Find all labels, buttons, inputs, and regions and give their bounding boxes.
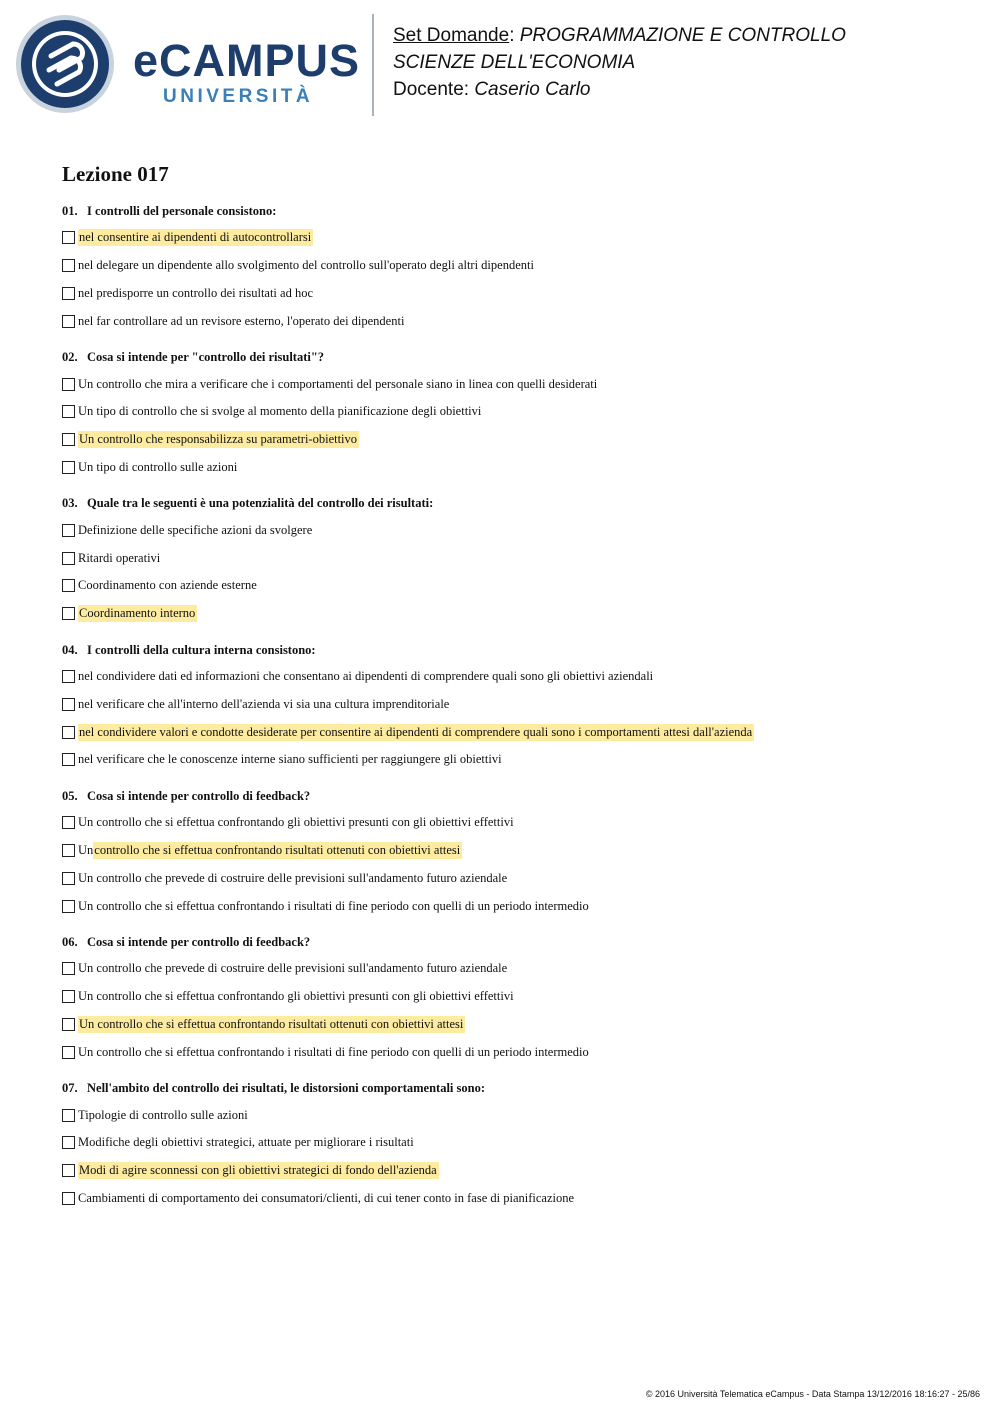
- answer-text-highlighted: nel condividere valori e condotte desiderate per consentire ai dipendenti di comprendere quali sono i comportamenti attesi dall'azienda: [79, 724, 753, 739]
- answer-text-highlighted: Un controllo che si effettua confrontando risultati ottenuti con obiettivi attesi: [79, 1016, 464, 1031]
- question-number: 01.: [62, 204, 78, 218]
- question-label: I controlli della cultura interna consistono:: [87, 642, 316, 657]
- answer-checkbox[interactable]: [62, 315, 75, 328]
- answer-text: nel verificare che le conoscenze interne siano sufficienti per raggiungere gli obiettivi: [78, 752, 502, 767]
- question-number: 06.: [62, 934, 78, 949]
- answer-text: Modifiche degli obiettivi strategici, attuate per migliorare i risultati: [78, 1135, 414, 1150]
- answer-text: Un controllo che mira a verificare che i comportamenti del personale siano in linea con quelli desiderati: [78, 376, 598, 391]
- answer-option[interactable]: [62, 398, 962, 426]
- question-list: [62, 202, 962, 1212]
- page-footer: © 2016 Università Telematica eCampus - Data Stampa 13/12/2016 18:16:27 - 25/86: [645, 1389, 980, 1399]
- answer-text-highlighted: controllo che si effettua confrontando risultati ottenuti con obiettivi attesi: [94, 842, 461, 857]
- answer-checkbox[interactable]: [62, 990, 75, 1003]
- question: [62, 494, 962, 627]
- answer-text: Un controllo che prevede di costruire delle previsioni sull'andamento futuro aziendale: [78, 870, 508, 885]
- answer-option[interactable]: [62, 983, 962, 1011]
- question-label: Cosa si intende per controllo di feedback?: [87, 788, 311, 803]
- question-number: 07.: [62, 1081, 78, 1096]
- answer-option[interactable]: [62, 955, 962, 983]
- answer-text: Un controllo che si effettua confrontando i risultati di fine periodo con quelli di un periodo intermedio: [78, 1044, 589, 1059]
- answer-checkbox[interactable]: [62, 1164, 75, 1177]
- answer-option[interactable]: [62, 663, 962, 691]
- answer-text: Un controllo che prevede di costruire delle previsioni sull'andamento futuro aziendale: [78, 961, 508, 976]
- answer-option[interactable]: [62, 1038, 962, 1066]
- answer-option[interactable]: [62, 837, 962, 865]
- answer-text-highlighted: Un controllo che responsabilizza su parametri-obiettivo: [79, 432, 358, 447]
- answer-checkbox[interactable]: [62, 433, 75, 446]
- header-divider: [372, 14, 374, 116]
- answer-option[interactable]: [62, 307, 962, 335]
- answer-option[interactable]: [62, 252, 962, 280]
- answer-text: nel delegare un dipendente allo svolgimento del controllo sull'operato degli altri dipendenti: [78, 258, 534, 273]
- answer-option[interactable]: [62, 746, 962, 774]
- question-number: 04.: [62, 642, 78, 657]
- answer-checkbox[interactable]: [62, 900, 75, 913]
- answer-text: nel predisporre un controllo dei risultati ad hoc: [78, 285, 314, 300]
- question: [62, 1079, 962, 1212]
- answer-checkbox[interactable]: [62, 698, 75, 711]
- answer-checkbox[interactable]: [62, 552, 75, 565]
- answer-text: Un controllo che si effettua confrontando gli obiettivi presunti con gli obiettivi effettivi: [78, 815, 514, 830]
- question-text: [62, 494, 962, 512]
- question-text: [62, 348, 962, 366]
- answer-checkbox[interactable]: [62, 753, 75, 766]
- question: [62, 348, 962, 481]
- answer-text: Definizione delle specifiche azioni da svolgere: [78, 522, 313, 537]
- question-label: Cosa si intende per controllo di feedback?: [87, 934, 311, 949]
- answer-checkbox[interactable]: [62, 405, 75, 418]
- course-info: [393, 22, 846, 103]
- answer-text: Un tipo di controllo che si svolge al momento della pianificazione degli obiettivi: [78, 404, 482, 419]
- answer-text: Ritardi operativi: [78, 550, 161, 565]
- answer-text-highlighted: nel consentire ai dipendenti di autocontrollarsi: [79, 230, 312, 245]
- question-label: Cosa si intende per "controllo dei risultati"?: [87, 350, 325, 365]
- answer-option[interactable]: [62, 1101, 962, 1129]
- page-header: [0, 0, 1000, 130]
- question-label: Quale tra le seguenti è una potenzialità del controllo dei risultati:: [87, 496, 434, 511]
- docente-label: Docente:: [393, 79, 470, 100]
- answer-checkbox[interactable]: [62, 607, 75, 620]
- question: [62, 641, 962, 774]
- question: [62, 787, 962, 920]
- question-text: [62, 1079, 962, 1097]
- lesson-title: Lezione 017: [62, 162, 169, 186]
- answer-checkbox[interactable]: [62, 844, 75, 857]
- answer-text: Un controllo che si effettua confrontando gli obiettivi presunti con gli obiettivi effettivi: [78, 989, 514, 1004]
- answer-checkbox[interactable]: [62, 231, 75, 244]
- answer-option[interactable]: [62, 1157, 962, 1185]
- ecampus-logo-emblem: [15, 14, 115, 114]
- answer-checkbox[interactable]: [62, 259, 75, 272]
- answer-text: Coordinamento con aziende esterne: [78, 578, 257, 593]
- answer-checkbox[interactable]: [62, 962, 75, 975]
- answer-checkbox[interactable]: [62, 670, 75, 683]
- docente-name: Caserio Carlo: [474, 79, 591, 100]
- question: [62, 202, 962, 335]
- answer-option[interactable]: [62, 1129, 962, 1157]
- answer-option[interactable]: [62, 280, 962, 308]
- answer-text: Tipologie di controllo sulle azioni: [78, 1107, 248, 1122]
- quiz-content: [62, 160, 962, 1212]
- answer-option[interactable]: [62, 426, 962, 454]
- answer-option[interactable]: [62, 690, 962, 718]
- question-text: [62, 787, 962, 805]
- answer-checkbox[interactable]: [62, 726, 75, 739]
- answer-text: Un controllo che si effettua confrontando i risultati di fine periodo con quelli di un periodo intermedio: [78, 898, 589, 913]
- answer-text: Cambiamenti di comportamento dei consumatori/clienti, di cui tener conto in fase di pianificazione: [78, 1190, 575, 1205]
- answer-option[interactable]: [62, 224, 962, 252]
- answer-option[interactable]: [62, 1011, 962, 1039]
- answer-checkbox[interactable]: [62, 378, 75, 391]
- question-text: [62, 202, 962, 220]
- answer-checkbox[interactable]: [62, 1046, 75, 1059]
- brand-name: eCAMPUS: [133, 35, 361, 86]
- docente-line: [393, 76, 846, 103]
- answer-option[interactable]: [62, 454, 962, 482]
- set-label: Set Domande: [393, 25, 510, 46]
- question-number: 03.: [62, 496, 78, 511]
- answer-checkbox[interactable]: [62, 524, 75, 537]
- answer-text: nel far controllare ad un revisore esterno, l'operato dei dipendenti: [78, 313, 405, 328]
- question-label: I controlli del personale consistono:: [87, 204, 277, 218]
- brand-subtitle: UNIVERSITÀ: [163, 86, 314, 107]
- answer-text: Un: [78, 842, 94, 857]
- question-text: [62, 641, 962, 659]
- answer-checkbox[interactable]: [62, 1192, 75, 1205]
- course-title-1: PROGRAMMAZIONE E CONTROLLO: [519, 25, 846, 46]
- answer-option[interactable]: [62, 1185, 962, 1213]
- course-line-1: Set Domande: PROGRAMMAZIONE E CONTROLLO: [393, 25, 846, 46]
- answer-checkbox[interactable]: [62, 816, 75, 829]
- answer-option[interactable]: [62, 572, 962, 600]
- answer-checkbox[interactable]: [62, 872, 75, 885]
- answer-option[interactable]: [62, 516, 962, 544]
- answer-option[interactable]: [62, 864, 962, 892]
- question: [62, 933, 962, 1066]
- answer-text: nel condividere dati ed informazioni che consentano ai dipendenti di comprendere quali sono gli obiettivi aziendali: [78, 668, 654, 683]
- question-text: [62, 933, 962, 951]
- answer-option[interactable]: [62, 809, 962, 837]
- answer-text-highlighted: Modi di agire sconnessi con gli obiettivi strategici di fondo dell'azienda: [79, 1163, 437, 1178]
- answer-option[interactable]: [62, 718, 962, 746]
- course-title-2: SCIENZE DELL'ECONOMIA: [393, 52, 636, 73]
- answer-checkbox[interactable]: [62, 1018, 75, 1031]
- answer-checkbox[interactable]: [62, 1136, 75, 1149]
- question-number: 05.: [62, 788, 78, 803]
- question-number: 02.: [62, 350, 78, 365]
- ecampus-logo-wordmark: [133, 35, 361, 107]
- question-label: Nell'ambito del controllo dei risultati, le distorsioni comportamentali sono:: [87, 1081, 486, 1096]
- answer-checkbox[interactable]: [62, 579, 75, 592]
- answer-checkbox[interactable]: [62, 1109, 75, 1122]
- answer-option[interactable]: [62, 544, 962, 572]
- answer-text: nel verificare che all'interno dell'azienda vi sia una cultura imprenditoriale: [78, 696, 450, 711]
- answer-option[interactable]: [62, 892, 962, 920]
- answer-text-highlighted: Coordinamento interno: [79, 606, 196, 621]
- answer-option[interactable]: [62, 370, 962, 398]
- answer-option[interactable]: [62, 600, 962, 628]
- answer-checkbox[interactable]: [62, 287, 75, 300]
- answer-text: Un tipo di controllo sulle azioni: [78, 459, 238, 474]
- answer-checkbox[interactable]: [62, 461, 75, 474]
